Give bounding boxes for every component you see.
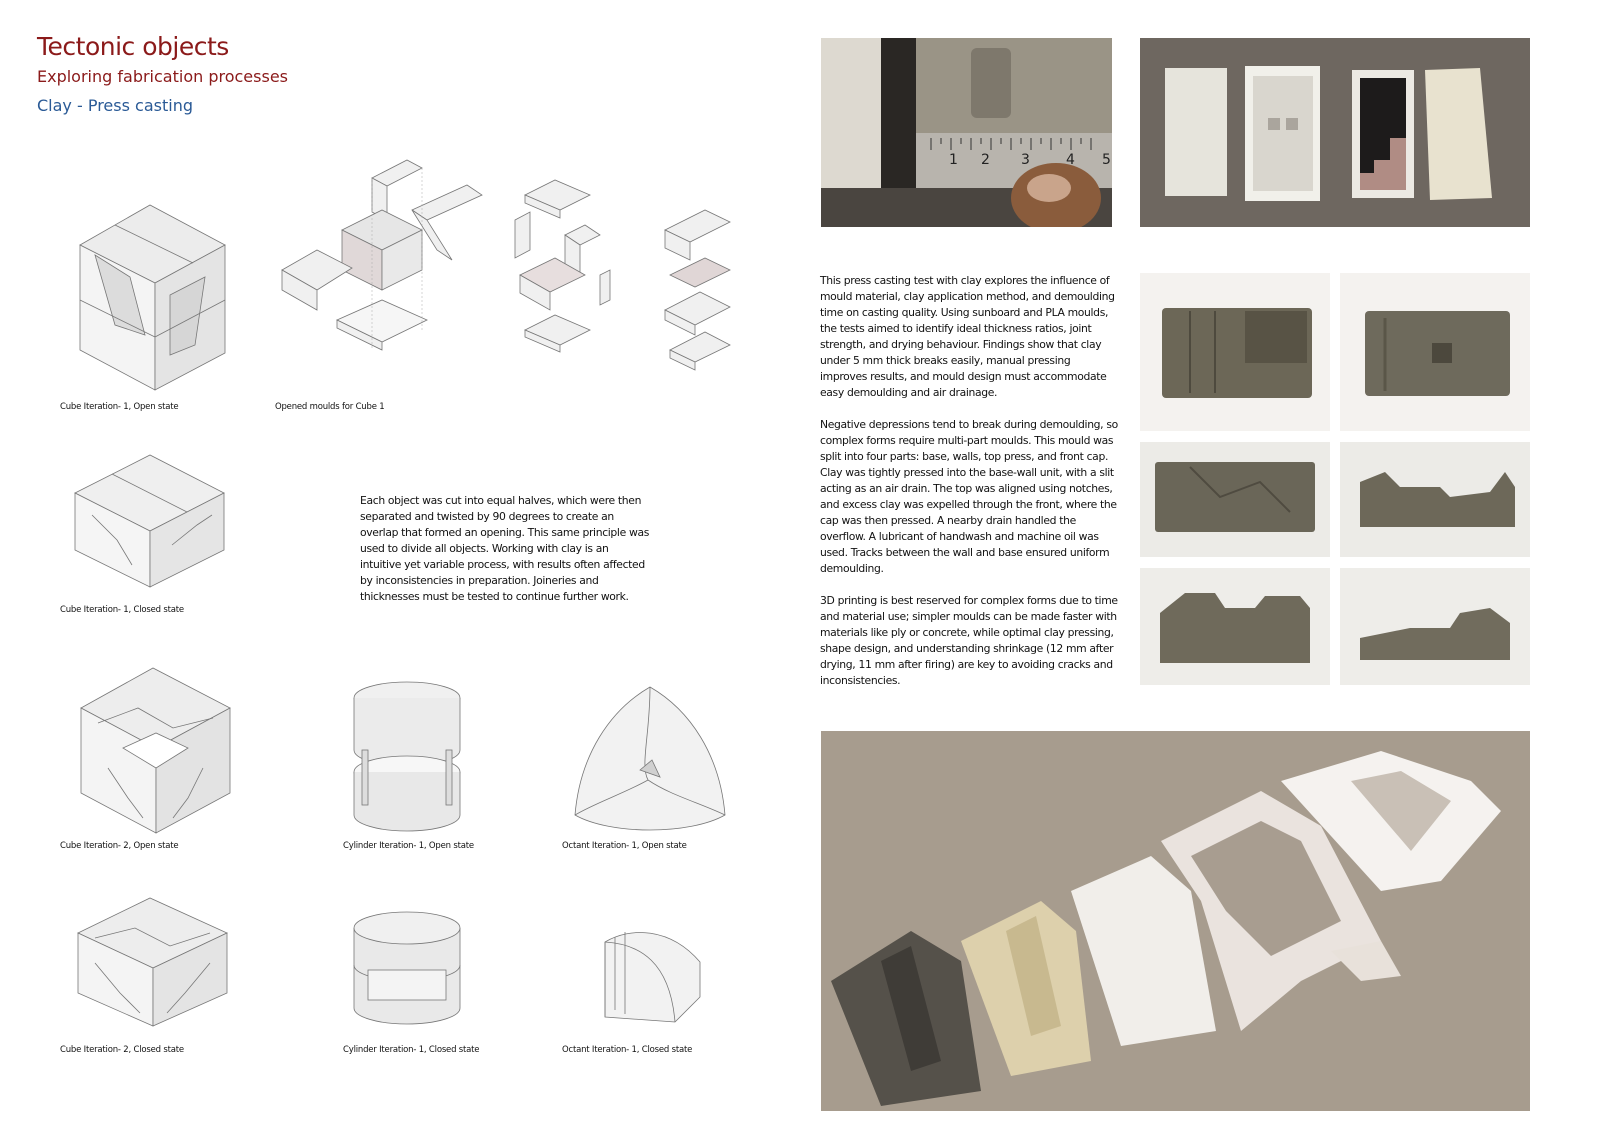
clay-cast-photo-2 bbox=[1340, 273, 1530, 431]
ruler-mark: 5 bbox=[1102, 152, 1111, 168]
caption-cube2-open: Cube Iteration- 2, Open state bbox=[60, 841, 179, 851]
clay-cast-photo-6 bbox=[1340, 568, 1530, 685]
description-paragraph-1: This press casting test with clay explores the influence of mould material, clay application method, and demoulding time on casting quality. Using sunboard and PLA moulds, the tests aimed to identify ideal thickness ratios, joint strength, and drying behaviour. Findings show that clay under 5 mm thick breaks easily, manual pressing improves results, and mould design must accommodate easy demoulding and air drainage. bbox=[820, 274, 1115, 399]
ruler-measurement-photo bbox=[821, 38, 1112, 227]
cube2-open-diagram bbox=[78, 668, 236, 836]
caption-cylinder-open: Cylinder Iteration- 1, Open state bbox=[343, 841, 474, 851]
cube2-closed-diagram bbox=[75, 898, 233, 1028]
exploded-mould-diagram-b bbox=[660, 210, 750, 375]
caption-cube1-closed: Cube Iteration- 1, Closed state bbox=[60, 605, 184, 615]
cylinder-closed-diagram bbox=[350, 910, 465, 1030]
octant-closed-diagram bbox=[600, 922, 710, 1027]
cube1-closed-diagram bbox=[72, 455, 227, 590]
clay-cast-photo-3 bbox=[1140, 442, 1330, 557]
cube1-moulds-diagram bbox=[272, 150, 487, 380]
cube1-open-diagram bbox=[75, 205, 235, 395]
ruler-mark: 2 bbox=[981, 152, 990, 168]
caption-octant-closed: Octant Iteration- 1, Closed state bbox=[562, 1045, 693, 1055]
description-paragraph-2: Negative depressions tend to break during demoulding, so complex forms require multi-part moulds. This mould was split into four parts: base, walls, top press, and front cap. Clay was tightly pressed into the base-wall unit, with a slit acting as an air drain. The top was aligned using notches, and excess clay was expelled through the front, where the cap was then pressed. A nearby drain handled the overflow. A lubricant of handwash and machine oil was used. Tracks between the wall and base ensured uniform demoulding. bbox=[820, 418, 1118, 575]
exploded-mould-diagram-a bbox=[510, 180, 620, 370]
moulds-top-view-photo bbox=[1140, 38, 1530, 227]
description-paragraph-3: 3D printing is best reserved for complex forms due to time and material use; simpler moulds can be made faster with materials like ply or concrete, while optimal clay pressing, shape design, and understanding shrinkage (12 mm after drying, 11 mm after firing) are key to avoiding cracks and inconsistencies. bbox=[820, 594, 1118, 687]
clay-cast-photo-1 bbox=[1140, 273, 1330, 431]
caption-cube2-closed: Cube Iteration- 2, Closed state bbox=[60, 1045, 184, 1055]
description-text bbox=[820, 273, 1120, 705]
ruler-mark: 1 bbox=[949, 152, 958, 168]
section-title: Clay - Press casting bbox=[37, 96, 193, 115]
octant-open-diagram bbox=[570, 685, 730, 835]
moulds-on-concrete-photo bbox=[821, 731, 1530, 1111]
page-subtitle: Exploring fabrication processes bbox=[37, 67, 288, 86]
clay-cast-photo-5 bbox=[1140, 568, 1330, 685]
page-title: Tectonic objects bbox=[37, 32, 229, 61]
caption-cylinder-closed: Cylinder Iteration- 1, Closed state bbox=[343, 1045, 480, 1055]
caption-cube1-open: Cube Iteration- 1, Open state bbox=[60, 402, 179, 412]
clay-cast-photo-4 bbox=[1340, 442, 1530, 557]
intro-paragraph: Each object was cut into equal halves, which were then separated and twisted by 90 degrees to create an overlap that formed an opening. This same principle was used to divide all objects. Working with clay is an intuitive yet variable process, with results often affected by inconsistencies in preparation. Joineries and thicknesses must be tested to continue further work. bbox=[360, 494, 649, 603]
caption-octant-open: Octant Iteration- 1, Open state bbox=[562, 841, 687, 851]
ruler-mark: 4 bbox=[1066, 152, 1075, 168]
caption-cube1-moulds: Opened moulds for Cube 1 bbox=[275, 402, 385, 412]
ruler-mark: 3 bbox=[1021, 152, 1030, 168]
cylinder-open-diagram bbox=[350, 680, 465, 835]
